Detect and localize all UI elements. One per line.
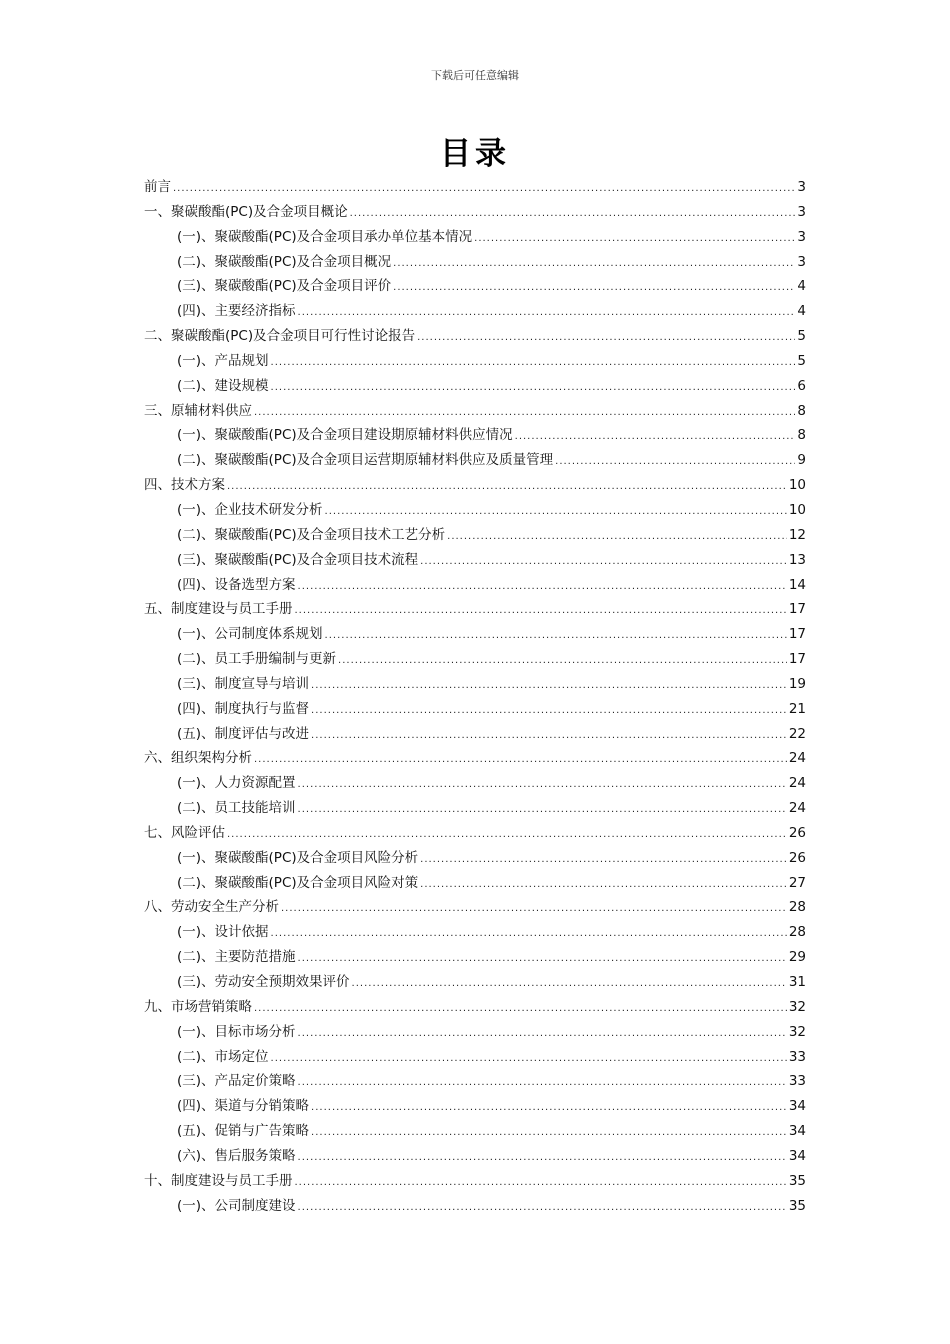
toc-entry[interactable] xyxy=(144,1194,806,1219)
toc-entry-label: (一)、人力资源配置 xyxy=(177,775,296,792)
toc-dot-leader xyxy=(420,848,787,873)
toc-entry[interactable] xyxy=(144,473,806,498)
toc-dot-leader xyxy=(311,724,787,749)
toc-entry-page-number: 8 xyxy=(797,427,806,444)
toc-entry-page-number: 5 xyxy=(797,352,806,369)
toc-entry-label: (一)、聚碳酸酯(PC)及合金项目风险分析 xyxy=(177,849,419,866)
toc-entry-page-number: 26 xyxy=(788,824,806,841)
toc-entry[interactable] xyxy=(144,722,806,747)
toc-entry-page-number: 26 xyxy=(788,849,806,866)
toc-dot-leader xyxy=(311,1121,787,1146)
toc-entry[interactable] xyxy=(144,771,806,796)
toc-dot-leader xyxy=(311,1096,787,1121)
toc-entry[interactable] xyxy=(144,200,806,225)
toc-entry-page-number: 17 xyxy=(788,626,806,643)
toc-dot-leader xyxy=(298,1071,787,1096)
toc-entry-page-number: 14 xyxy=(788,576,806,593)
toc-entry-label: (三)、聚碳酸酯(PC)及合金项目评价 xyxy=(177,278,392,295)
toc-entry-page-number: 3 xyxy=(797,179,806,195)
toc-dot-leader xyxy=(298,1196,787,1221)
toc-dot-leader xyxy=(393,252,795,277)
toc-entry[interactable] xyxy=(144,622,806,647)
toc-entry-page-number: 28 xyxy=(788,899,806,916)
toc-entry[interactable] xyxy=(144,945,806,970)
toc-entry-label: (二)、聚碳酸酯(PC)及合金项目技术工艺分析 xyxy=(177,526,446,543)
toc-entry[interactable] xyxy=(144,324,806,349)
toc-entry[interactable] xyxy=(144,399,806,424)
toc-entry-page-number: 19 xyxy=(788,675,806,692)
toc-entry-page-number: 3 xyxy=(797,203,806,220)
toc-entry-page-number: 3 xyxy=(797,253,806,270)
toc-dot-leader xyxy=(298,1146,787,1171)
toc-dot-leader xyxy=(350,202,796,227)
toc-entry-page-number: 4 xyxy=(797,278,806,295)
toc-entry-label: (三)、劳动安全预期效果评价 xyxy=(177,974,350,990)
toc-entry-page-number: 27 xyxy=(788,874,806,891)
toc-entry[interactable] xyxy=(144,1020,806,1045)
toc-dot-leader xyxy=(295,1171,787,1196)
toc-entry[interactable] xyxy=(144,548,806,573)
toc-dot-leader xyxy=(515,425,796,450)
toc-entry-label: 五、制度建设与员工手册 xyxy=(144,601,293,618)
toc-entry[interactable] xyxy=(144,1169,806,1194)
toc-entry-label: 前言 xyxy=(144,179,171,195)
toc-entry-label: (一)、产品规划 xyxy=(177,352,269,369)
toc-dot-leader xyxy=(227,823,787,848)
toc-entry[interactable] xyxy=(144,597,806,622)
toc-entry-page-number: 34 xyxy=(788,1123,806,1140)
table-of-contents xyxy=(144,175,806,1218)
toc-entry-label: (一)、目标市场分析 xyxy=(177,1023,296,1040)
toc-entry[interactable] xyxy=(144,1094,806,1119)
toc-entry-page-number: 24 xyxy=(788,775,806,792)
toc-entry-label: 六、组织架构分析 xyxy=(144,750,252,767)
toc-dot-leader xyxy=(325,500,787,525)
toc-entry[interactable] xyxy=(144,225,806,250)
toc-dot-leader xyxy=(555,450,795,475)
toc-entry-label: (六)、售后服务策略 xyxy=(177,1147,296,1164)
toc-entry-page-number: 35 xyxy=(788,1172,806,1189)
toc-entry[interactable] xyxy=(144,920,806,945)
toc-dot-leader xyxy=(271,351,796,376)
page-header: 下载后可任意编辑 xyxy=(431,69,519,82)
toc-entry-page-number: 33 xyxy=(788,1048,806,1065)
toc-entry-page-number: 5 xyxy=(797,328,806,345)
toc-dot-leader xyxy=(295,599,787,624)
toc-entry[interactable] xyxy=(144,746,806,771)
toc-entry-page-number: 32 xyxy=(788,1023,806,1040)
toc-dot-leader xyxy=(420,550,787,575)
toc-entry[interactable] xyxy=(144,299,806,324)
toc-dot-leader xyxy=(352,972,787,997)
toc-entry[interactable] xyxy=(144,697,806,722)
toc-entry-page-number: 24 xyxy=(788,800,806,817)
toc-entry-label: (五)、促销与广告策略 xyxy=(177,1123,310,1140)
toc-dot-leader xyxy=(254,748,787,773)
toc-entry-label: (四)、制度执行与监督 xyxy=(177,700,310,717)
toc-dot-leader xyxy=(227,475,787,500)
toc-entry[interactable] xyxy=(144,374,806,399)
toc-entry[interactable] xyxy=(144,672,806,697)
toc-entry[interactable] xyxy=(144,448,806,473)
toc-entry-label: (一)、企业技术研发分析 xyxy=(177,501,323,518)
toc-entry-page-number: 35 xyxy=(788,1197,806,1214)
toc-entry[interactable] xyxy=(144,1144,806,1169)
toc-entry-label: (二)、市场定位 xyxy=(177,1048,269,1065)
toc-entry-page-number: 21 xyxy=(788,700,806,717)
toc-entry[interactable] xyxy=(144,647,806,672)
toc-entry-page-number: 34 xyxy=(788,1098,806,1115)
toc-entry-label: (五)、制度评估与改进 xyxy=(177,725,310,742)
toc-entry-page-number: 31 xyxy=(788,974,806,990)
toc-dot-leader xyxy=(417,326,795,351)
toc-entry[interactable] xyxy=(144,423,806,448)
toc-dot-leader xyxy=(298,798,787,823)
toc-entry-page-number: 29 xyxy=(788,949,806,966)
toc-entry-label: (一)、设计依据 xyxy=(177,924,269,941)
toc-entry[interactable] xyxy=(144,274,806,299)
toc-entry-label: 七、风险评估 xyxy=(144,824,225,841)
toc-entry-page-number: 32 xyxy=(788,998,806,1015)
toc-dot-leader xyxy=(298,301,796,326)
toc-entry-label: (二)、建设规模 xyxy=(177,377,269,394)
toc-entry-label: 九、市场营销策略 xyxy=(144,998,252,1015)
toc-dot-leader xyxy=(271,922,787,947)
toc-entry[interactable] xyxy=(144,523,806,548)
toc-dot-leader xyxy=(298,575,787,600)
toc-entry-page-number: 28 xyxy=(788,924,806,941)
toc-entry[interactable] xyxy=(144,1045,806,1070)
toc-entry-page-number: 34 xyxy=(788,1147,806,1164)
toc-entry[interactable] xyxy=(144,175,806,200)
toc-entry-label: (二)、员工手册编制与更新 xyxy=(177,651,337,668)
toc-entry-label: (三)、聚碳酸酯(PC)及合金项目技术流程 xyxy=(177,551,419,568)
toc-dot-leader xyxy=(271,376,796,401)
page-title: 目录 xyxy=(440,136,510,172)
toc-entry-page-number: 17 xyxy=(788,651,806,668)
toc-dot-leader xyxy=(311,674,787,699)
toc-entry-page-number: 22 xyxy=(788,725,806,742)
toc-dot-leader xyxy=(474,227,795,252)
toc-entry[interactable] xyxy=(144,970,806,995)
toc-entry-page-number: 9 xyxy=(797,452,806,469)
toc-dot-leader xyxy=(393,276,795,301)
toc-entry-label: 八、劳动安全生产分析 xyxy=(144,899,279,916)
toc-entry-page-number: 3 xyxy=(797,228,806,245)
toc-entry-label: (四)、设备选型方案 xyxy=(177,576,296,593)
toc-entry[interactable] xyxy=(144,349,806,374)
toc-entry-page-number: 10 xyxy=(788,477,806,494)
toc-entry-page-number: 6 xyxy=(797,377,806,394)
toc-entry-label: (三)、产品定价策略 xyxy=(177,1073,296,1090)
toc-entry[interactable] xyxy=(144,573,806,598)
toc-entry[interactable] xyxy=(144,821,806,846)
toc-entry-page-number: 33 xyxy=(788,1073,806,1090)
toc-entry-label: (二)、聚碳酸酯(PC)及合金项目运营期原辅材料供应及质量管理 xyxy=(177,452,554,469)
toc-entry-label: 十、制度建设与员工手册 xyxy=(144,1172,293,1189)
toc-entry-label: 四、技术方案 xyxy=(144,477,225,494)
toc-entry-page-number: 12 xyxy=(788,526,806,543)
toc-entry-page-number: 24 xyxy=(788,750,806,767)
toc-entry[interactable] xyxy=(144,1119,806,1144)
toc-dot-leader xyxy=(254,997,787,1022)
toc-entry-label: (二)、聚碳酸酯(PC)及合金项目风险对策 xyxy=(177,874,419,891)
toc-entry[interactable] xyxy=(144,846,806,871)
toc-dot-leader xyxy=(325,624,787,649)
toc-entry[interactable] xyxy=(144,498,806,523)
toc-entry-page-number: 10 xyxy=(788,501,806,518)
toc-dot-leader xyxy=(173,177,795,202)
toc-entry-page-number: 8 xyxy=(797,402,806,419)
toc-entry-label: (二)、聚碳酸酯(PC)及合金项目概况 xyxy=(177,253,392,270)
toc-entry-label: (一)、公司制度建设 xyxy=(177,1197,296,1214)
toc-entry-label: (三)、制度宣导与培训 xyxy=(177,675,310,692)
toc-entry-label: (二)、主要防范措施 xyxy=(177,949,296,966)
toc-entry[interactable] xyxy=(144,796,806,821)
toc-entry[interactable] xyxy=(144,1069,806,1094)
toc-entry-label: 三、原辅材料供应 xyxy=(144,402,252,419)
toc-dot-leader xyxy=(447,525,787,550)
toc-entry-page-number: 13 xyxy=(788,551,806,568)
toc-entry[interactable] xyxy=(144,895,806,920)
toc-entry-label: (一)、公司制度体系规划 xyxy=(177,626,323,643)
toc-entry[interactable] xyxy=(144,995,806,1020)
toc-entry-label: 一、聚碳酸酯(PC)及合金项目概论 xyxy=(144,203,348,220)
toc-dot-leader xyxy=(420,873,787,898)
toc-entry-page-number: 4 xyxy=(797,303,806,320)
toc-entry-label: (四)、渠道与分销策略 xyxy=(177,1098,310,1115)
toc-dot-leader xyxy=(271,1047,787,1072)
toc-dot-leader xyxy=(254,401,795,426)
toc-entry-label: (二)、员工技能培训 xyxy=(177,800,296,817)
toc-entry-label: (四)、主要经济指标 xyxy=(177,303,296,320)
toc-dot-leader xyxy=(281,897,787,922)
toc-dot-leader xyxy=(298,947,787,972)
toc-entry[interactable] xyxy=(144,871,806,896)
toc-entry-page-number: 17 xyxy=(788,601,806,618)
toc-dot-leader xyxy=(311,699,787,724)
toc-entry[interactable] xyxy=(144,250,806,275)
toc-entry-label: 二、聚碳酸酯(PC)及合金项目可行性讨论报告 xyxy=(144,328,416,345)
toc-dot-leader xyxy=(338,649,787,674)
toc-entry-label: (一)、聚碳酸酯(PC)及合金项目承办单位基本情况 xyxy=(177,228,473,245)
toc-dot-leader xyxy=(298,1022,787,1047)
toc-entry-label: (一)、聚碳酸酯(PC)及合金项目建设期原辅材料供应情况 xyxy=(177,427,513,444)
toc-dot-leader xyxy=(298,773,787,798)
